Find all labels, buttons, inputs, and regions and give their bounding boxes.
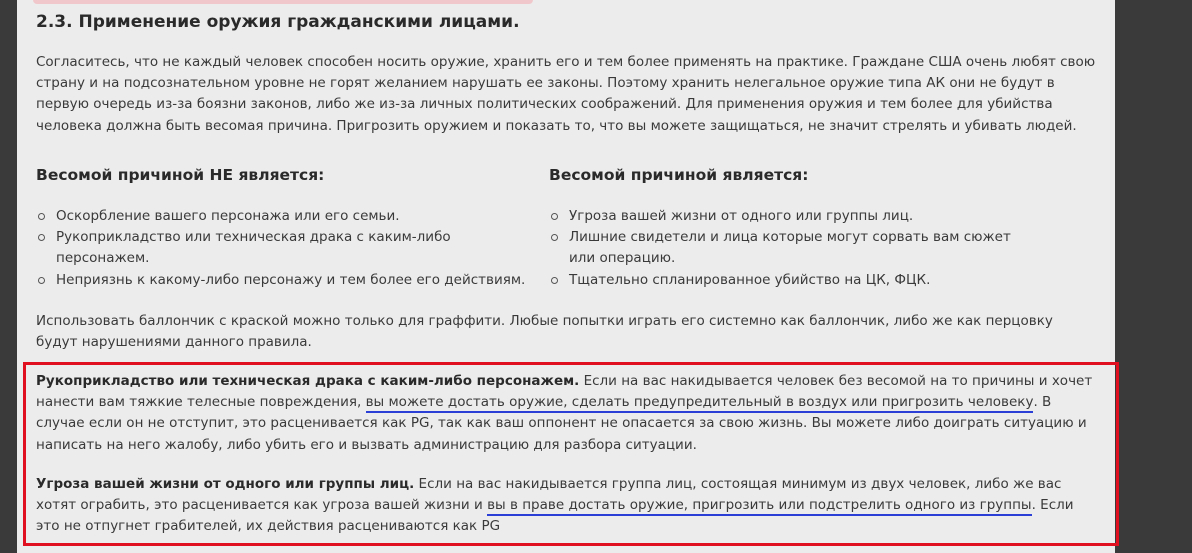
top-accent-bar	[33, 0, 533, 4]
rule-brawl-title: Рукоприкладство или техническая драка с каким-либо персонажем.	[36, 373, 580, 389]
rule-brawl-paragraph	[36, 371, 1096, 456]
list-item: Угроза вашей жизни от одного или группы лиц.	[549, 206, 1029, 227]
rule-brawl-text: Если на вас накидывается человек без весомой на то причины и хочет нанести вам тяжкие телесные повреждения,	[36, 373, 1093, 411]
list-item: Оскорбление вашего персонажа или его семьи.	[36, 206, 536, 227]
rule-threat-underlined: вы в праве достать оружие, пригрозить или подстрелить одного из группы	[487, 497, 1032, 516]
rule-threat-text: Если на вас накидывается группа лиц, состоящая минимум из двух человек, либо же вас хотят ограбить, это расценивается как угроза вашей жизни и	[36, 476, 1062, 514]
list-item: Тщательно спланированное убийство на ЦК, ФЦК.	[549, 270, 1029, 291]
spray-paint-note: Использовать баллончик с краской можно только для граффити. Любые попытки играть его системно как баллончик, либо же как перцовку будут нарушениями данного правила.	[36, 313, 1053, 351]
list-item: Рукоприкладство или техническая драка с каким-либо персонажем.	[36, 227, 536, 269]
valid-reason-heading: Весомой причиной является:	[549, 166, 809, 184]
section-title: 2.3. Применение оружия гражданскими лицами.	[36, 12, 520, 32]
rule-brawl-text-end: . В случае если он не отступит, это расценивается как PG, так как ваш оппонент не опасается за свою жизнь. Вы можете либо доиграть ситуацию и написать на него жалобу, либо убить его и вызвать администрацию для разбора ситуации.	[36, 394, 1087, 453]
list-item: Лишние свидетели и лица которые могут сорвать вам сюжет или операцию.	[549, 227, 1029, 269]
not-valid-reason-heading: Весомой причиной НЕ является:	[36, 166, 325, 184]
content-page	[17, 0, 1115, 553]
rule-threat-title: Угроза вашей жизни от одного или группы лиц.	[36, 476, 415, 492]
rule-brawl-underlined: вы можете достать оружие, сделать предупредительный в воздух или пригрозить человеку	[366, 394, 1034, 413]
list-item: Неприязнь к какому-либо персонажу и тем более его действиям.	[36, 270, 536, 291]
rule-threat-paragraph	[36, 474, 1096, 538]
valid-reason-list	[549, 206, 1029, 291]
rule-threat-text-end: . Если это не отпугнет грабителей, их действия расцениваются как PG	[36, 497, 1074, 535]
not-valid-reason-list	[36, 206, 536, 291]
intro-paragraph: Согласитесь, что не каждый человек способен носить оружие, хранить его и тем более применять на практике. Граждане США очень любят свою страну и на подсознательном уровне не горят желанием нарушать ее законы. Поэтому хранить нелегальное оружие типа АК они не будут в первую очередь из-за боязни законов, либо же из-за личных политических соображений. Для применения оружия и тем более для убийства человека должна быть весомая причина. Пригрозить оружием и показать то, что вы можете защищаться, не значит стрелять и убивать людей.	[36, 54, 1096, 134]
